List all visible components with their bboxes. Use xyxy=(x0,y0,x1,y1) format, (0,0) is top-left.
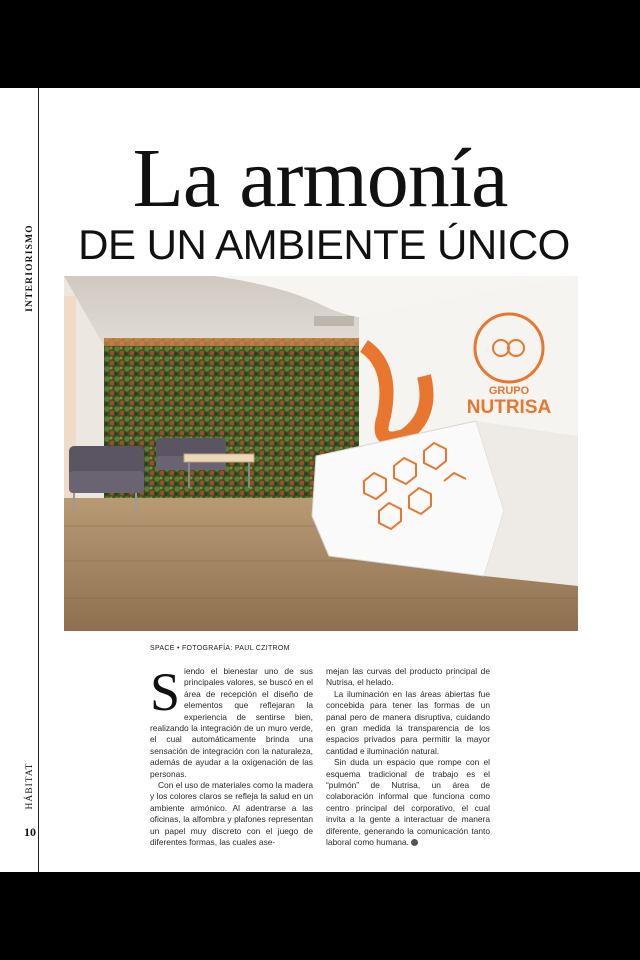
paragraph-4: Sin duda un espacio que rompe con el esquema tradicional de trabajo es el “pulmón” de Nutrisa, un área de colaboración informal que funciona como centro principal del corporativo, el cual invita a la gente a interactuar de manera diferente, generando la comunicación tanto laboral como humana. xyxy=(326,757,490,848)
end-mark-icon xyxy=(411,839,418,846)
paragraph-3: La iluminación en las áreas abiertas fue concebida para tener las formas de un panal pero de manera disruptiva, cuidando en gran medida la transparencia de los espacios privados para permitir la mayor cantidad e iluminación natural. xyxy=(326,688,490,756)
paragraph-2: Con el uso de materiales como la madera y los colores claros se refleja la salud en un ambiente armónico. Al adentrarse a las oficinas, la alfombra y plafones representan un papel muy discreto con el juego de diferentes formas, las cuales ase- xyxy=(150,780,314,848)
section-label: INTERIORISMO xyxy=(25,224,35,312)
page-number: 10 xyxy=(24,825,36,839)
magazine-name: HÁBITAT xyxy=(25,762,35,810)
magazine-page xyxy=(0,88,640,872)
logo-text-1: GRUPO xyxy=(488,385,530,397)
body-column-1 xyxy=(150,662,314,849)
photo-credit: SPACE • FOTOGRAFÍA: PAUL CZITROM xyxy=(150,645,290,652)
drop-cap: S xyxy=(150,662,181,722)
paragraph-1: Siendo el bienestar uno de sus principales valores, se buscó en el área de recepción el diseño de elementos que reflejaran la experiencia de sentirse bien, realizando la integración de un muro verde, el cual automáticamente brinda una sensación de integración con la naturaleza, además de ayudar a la oxigenación de las personas. xyxy=(150,662,313,779)
logo-text-2: NUTRISA xyxy=(466,397,552,418)
subheadline: DE UN AMBIENTE ÚNICO xyxy=(78,221,570,268)
reception-photo xyxy=(64,276,578,631)
paragraph-2-continued: mejan las curvas del producto principal de Nutrisa, el helado. xyxy=(326,666,490,688)
headline: La armonía xyxy=(132,132,508,225)
body-column-2 xyxy=(326,666,490,849)
reception-illustration xyxy=(64,276,578,631)
